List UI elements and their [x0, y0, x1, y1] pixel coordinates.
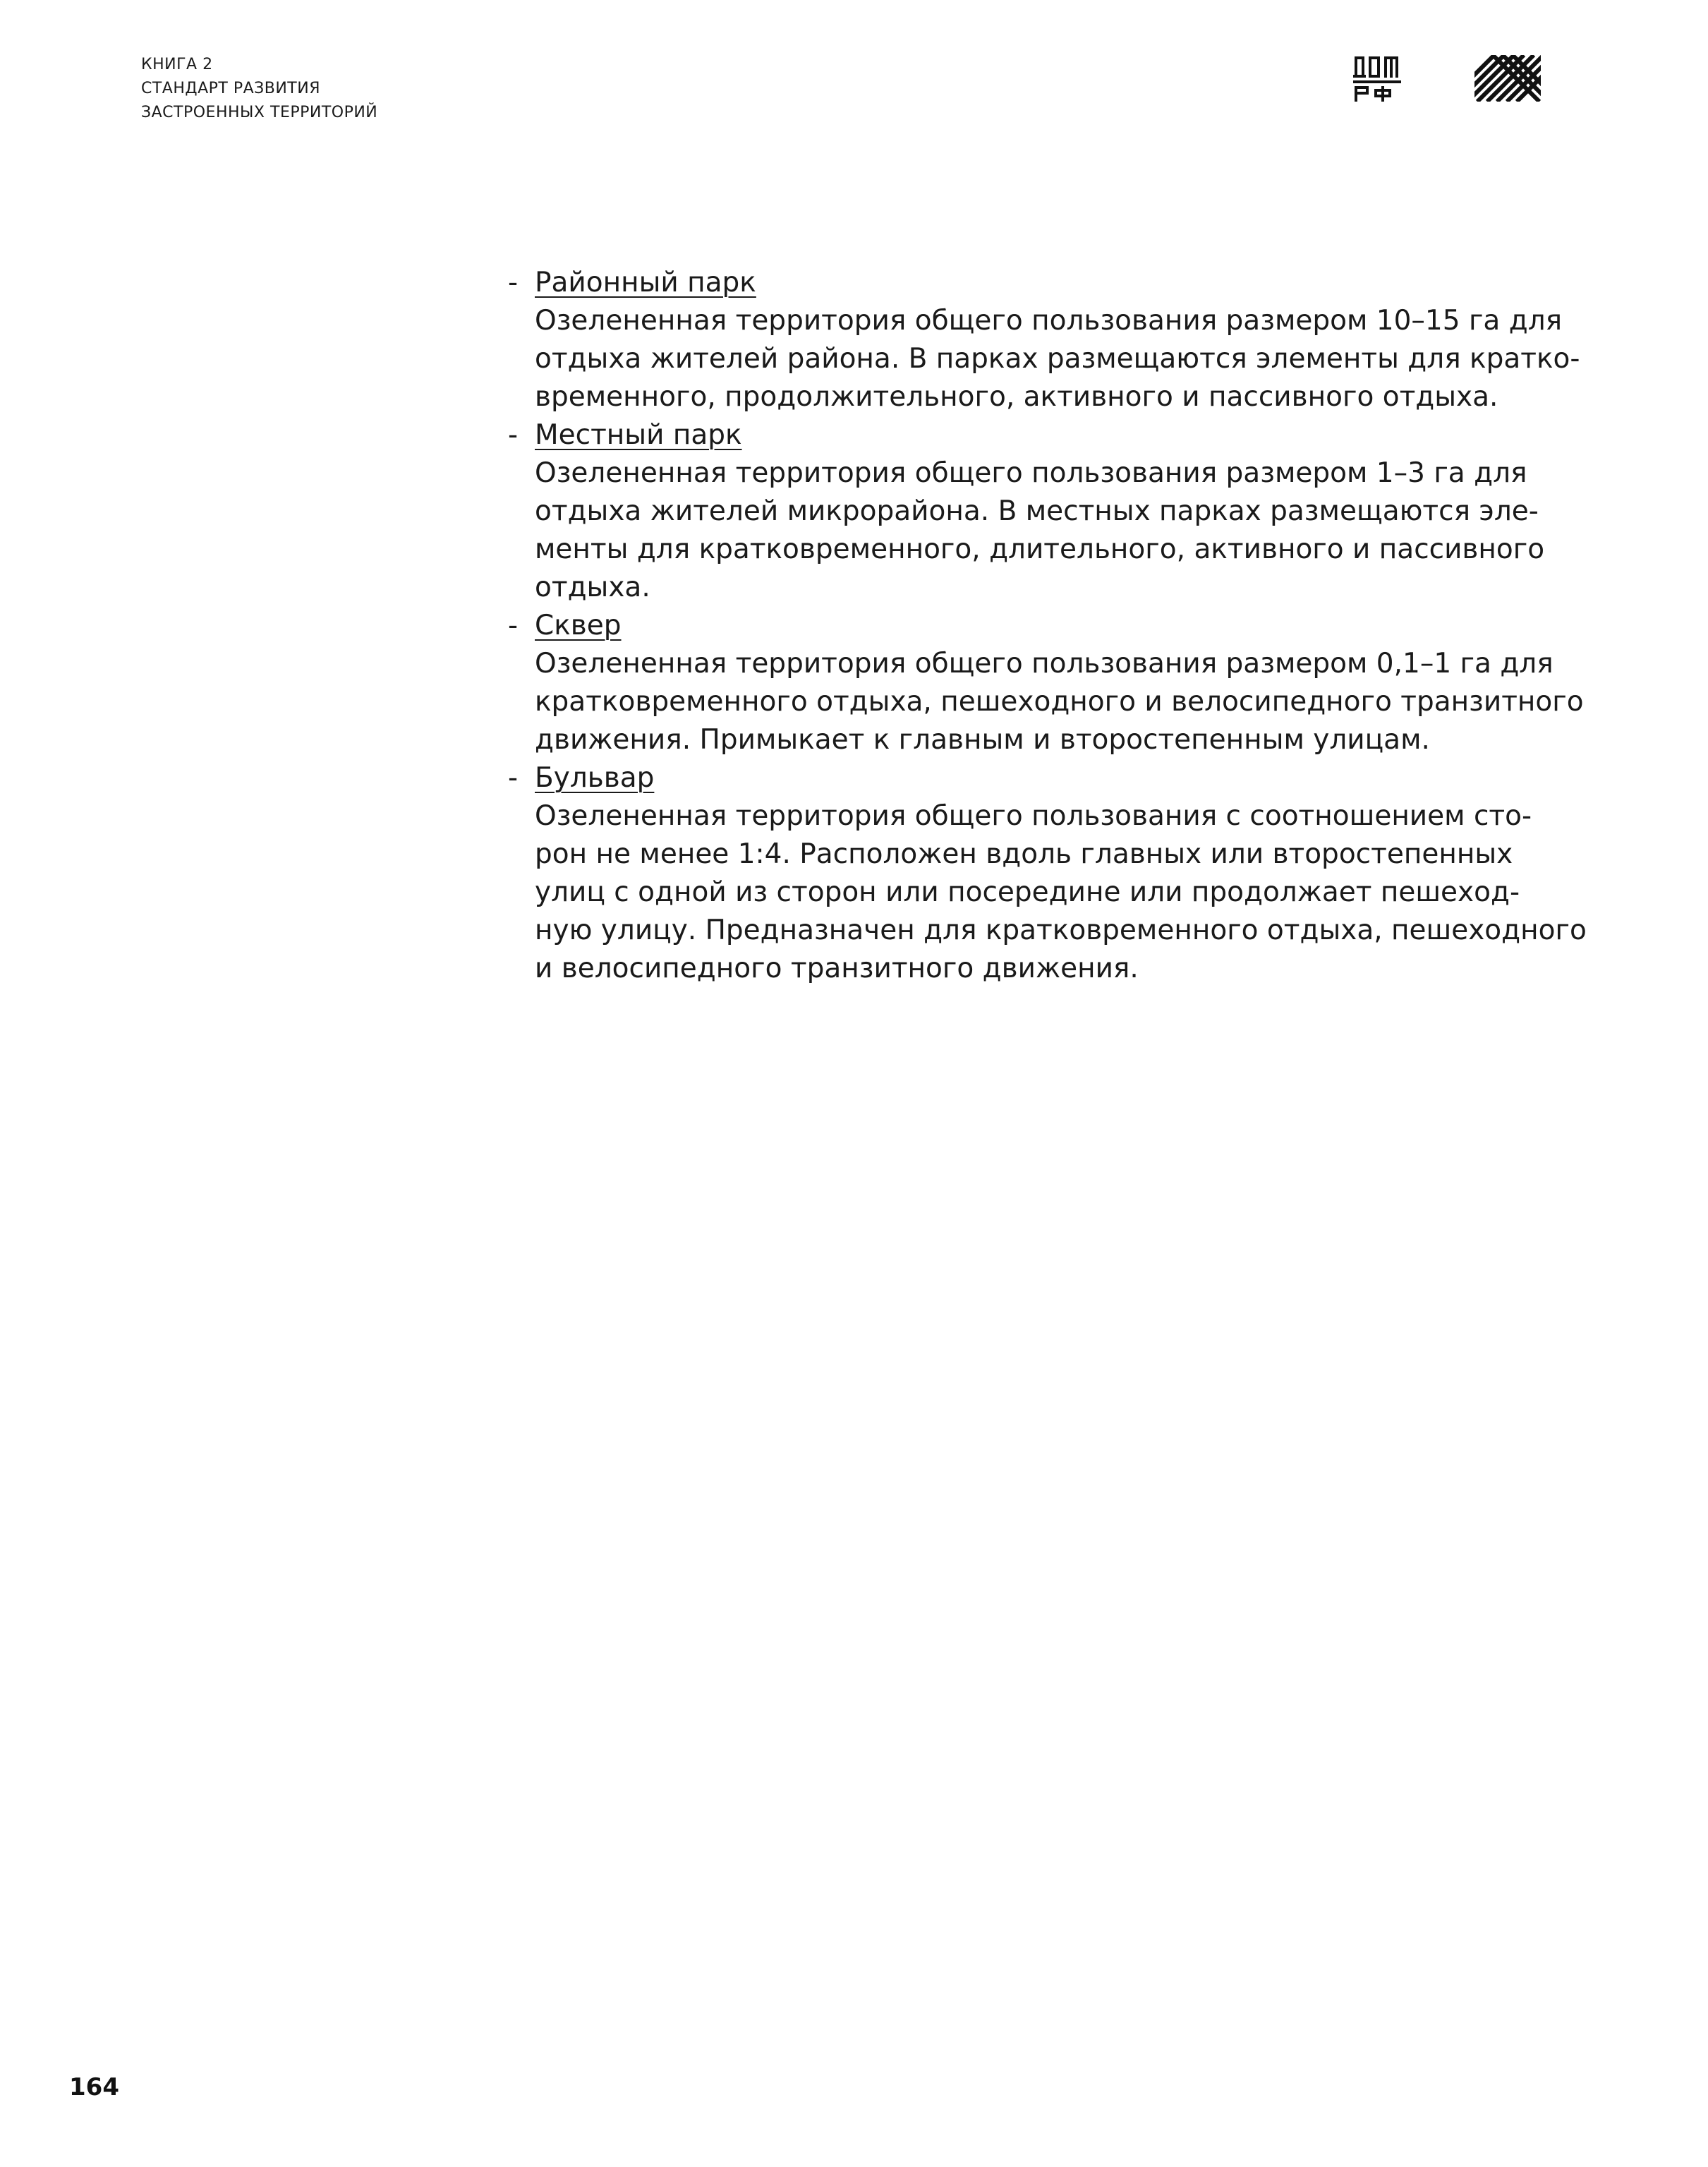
definition-line: отдыха жителей района. В парках размещаются элементы для кратко-: [535, 343, 1580, 375]
definition-text: [535, 797, 1587, 988]
definition-line: Озелененная территория общего пользования размером 10–15 га для: [535, 305, 1563, 337]
term-bulvar: Бульвар: [535, 762, 655, 794]
list-dash: -: [508, 762, 519, 794]
list-dash: -: [508, 419, 519, 451]
definition-line: кратковременного отдыха, пешеходного и велосипедного транзитного: [535, 686, 1584, 718]
definition-line: движения. Примыкает к главным и второстепенным улицам.: [535, 724, 1430, 756]
list-item: [508, 416, 1552, 607]
running-header: [141, 53, 377, 125]
definitions-list: [508, 264, 1587, 988]
definition-text: [535, 645, 1584, 759]
list-item: [508, 264, 1580, 416]
definition-line: рон не менее 1:4. Расположен вдоль главных или второстепенных: [535, 838, 1513, 870]
list-dash: -: [508, 610, 519, 641]
definition-line: улиц с одной из сторон или посередине или продолжает пешеход-: [535, 876, 1520, 908]
definition-line: и велосипедного транзитного движения.: [535, 953, 1139, 984]
definition-line: Озелененная территория общего пользования размером 1–3 га для: [535, 457, 1527, 489]
definition-line: временного, продолжительного, активного и пассивного отдыха.: [535, 381, 1498, 413]
list-item: [508, 759, 1587, 988]
term-rayonny-park: Районный парк: [535, 267, 756, 298]
header-line: СТАНДАРТ РАЗВИТИЯ: [141, 80, 320, 97]
definition-line: ную улицу. Предназначен для кратковременного отдыха, пешеходного: [535, 915, 1587, 946]
header-line: ЗАСТРОЕННЫХ ТЕРРИТОРИЙ: [141, 104, 378, 121]
list-item: [508, 607, 1584, 759]
definition-text: [535, 302, 1580, 416]
definition-line: менты для кратковременного, длительного, активного и пассивного: [535, 533, 1545, 565]
list-dash: -: [508, 267, 519, 298]
definition-line: Озелененная территория общего пользования с соотношением сто-: [535, 800, 1532, 832]
term-mestny-park: Местный парк: [535, 419, 742, 451]
page-number: 164: [69, 2073, 119, 2101]
definition-line: Озелененная территория общего пользования размером 0,1–1 га для: [535, 648, 1553, 680]
term-skver: Сквер: [535, 610, 622, 641]
hatch-pattern-logo-icon: [1474, 55, 1541, 102]
definition-line: отдыха жителей микрорайона. В местных парках размещаются эле-: [535, 495, 1539, 527]
dom-rf-logo-icon: [1353, 54, 1403, 103]
header-line: КНИГА 2: [141, 56, 213, 73]
definition-line: отдыха.: [535, 572, 650, 603]
definition-text: [535, 454, 1552, 607]
